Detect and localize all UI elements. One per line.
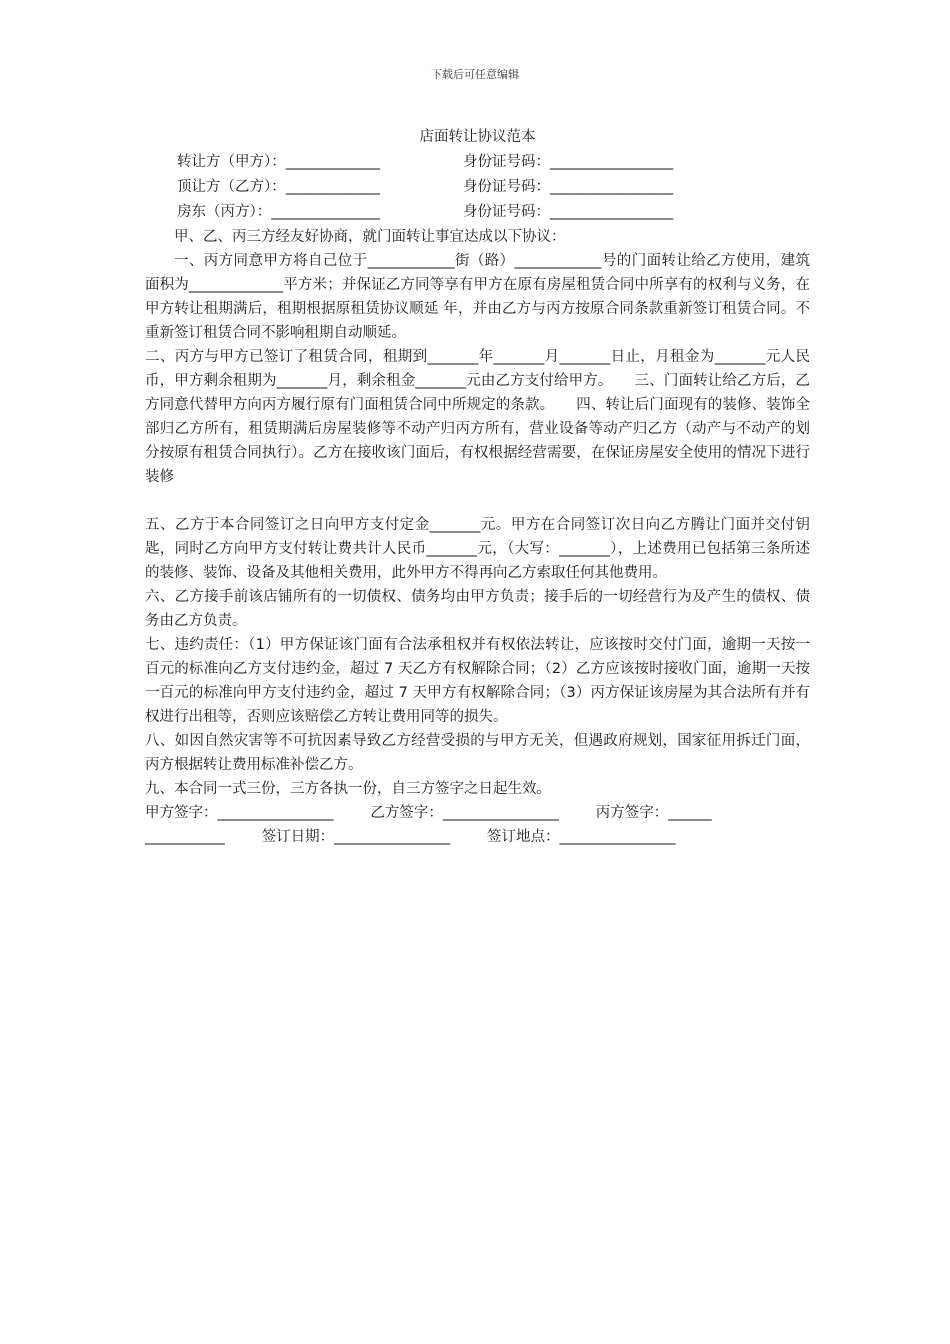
party-role: 顶让方（乙方）：_____________	[177, 179, 380, 195]
clause-6-paragraph: 六、乙方接手前该店铺所有的一切债权、债务均由甲方负责；接手后的一切经营行为及产生的债权、债务由乙方负责。	[145, 589, 810, 629]
paragraph-gap	[145, 489, 810, 513]
header-note: 下载后可任意编辑	[431, 68, 519, 81]
clause-9-paragraph: 九、本合同一式三份，三方各执一份，自三方签字之日起生效。	[145, 781, 551, 797]
clause-2-4-paragraph: 二、丙方与甲方已签订了租赁合同，租期到_______年_______月_______日止，月租金为_______元人民币，甲方剩余租期为_______月，剩余租金_______元由乙方支付给甲方。 三、门面转让给乙方后，乙方同意代替甲方向丙方履行原有门面租赁合同中所规定的条款。 四、转让后门面现有的装修、装饰全部归乙方所有，租赁期满后房屋装修等不动产归丙方所有，营业设备等动产归乙方（动产与不动产的划分按原有租赁合同执行）。乙方在接收该门面后，有权根据经营需要，在保证房屋安全使用的情况下进行装修	[145, 349, 810, 485]
party-id-field: 身份证号码：_________________	[463, 179, 674, 195]
party-row-landlord	[145, 200, 810, 225]
clause-5-paragraph: 五、乙方于本合同签订之日向甲方支付定金_______元。甲方在合同签订次日向乙方腾让门面并交付钥匙，同时乙方向甲方支付转让费共计人民币_______元，（大写：_______），上述费用已包括第三条所述的装修、装饰、设备及其他相关费用，此外甲方不得再向乙方索取任何其他费用。	[145, 517, 810, 581]
clause-7-paragraph: 七、违约责任：（1）甲方保证该门面有合法承租权并有权依法转让，应该按时交付门面，逾期一天按一百元的标准向乙方支付违约金，超过 7 天乙方有权解除合同；（2）乙方应该按时接收门面，逾期一天按一百元的标准向甲方支付违约金，超过 7 天甲方有权解除合同；（3）丙方保证该房屋为其合法所有并有权进行出租等，否则应该赔偿乙方转让费用同等的损失。	[145, 637, 810, 725]
document-title: 店面转让协议范本	[419, 129, 536, 145]
party-id-field: 身份证号码：_________________	[463, 154, 674, 170]
party-row-transferor	[145, 150, 810, 175]
clause-1-paragraph: 一、丙方同意甲方将自己位于____________街（路）____________号的门面转让给乙方使用，建筑面积为_____________平方米；并保证乙方同等享有甲方在原有房屋租赁合同中所享有的权利与义务，在甲方转让租期满后，租期根据原租赁协议顺延 年，并由乙方与丙方按原合同条款重新签订租赁合同。不重新签订租赁合同不影响租期自动顺延。	[145, 253, 810, 341]
signature-line-2: ___________ 签订日期：________________ 签订地点：________________	[145, 829, 676, 845]
intro-paragraph: 甲、乙、丙三方经友好协商，就门面转让事宜达成以下协议：	[174, 229, 566, 245]
party-role: 房东（丙方）：_______________	[177, 204, 380, 220]
party-id-field: 身份证号码：_________________	[463, 204, 674, 220]
agreement-document	[145, 125, 810, 849]
clause-8-paragraph: 八、如因自然灾害等不可抗因素导致乙方经营受损的与甲方无关，但遇政府规划，国家征用拆迁门面，丙方根据转让费用标准补偿乙方。	[145, 733, 810, 773]
party-row-transferee	[145, 175, 810, 200]
signature-line-1: 甲方签字：________________ 乙方签字：________________ 丙方签字：______	[145, 805, 712, 821]
party-role: 转让方（甲方）：_____________	[177, 154, 380, 170]
